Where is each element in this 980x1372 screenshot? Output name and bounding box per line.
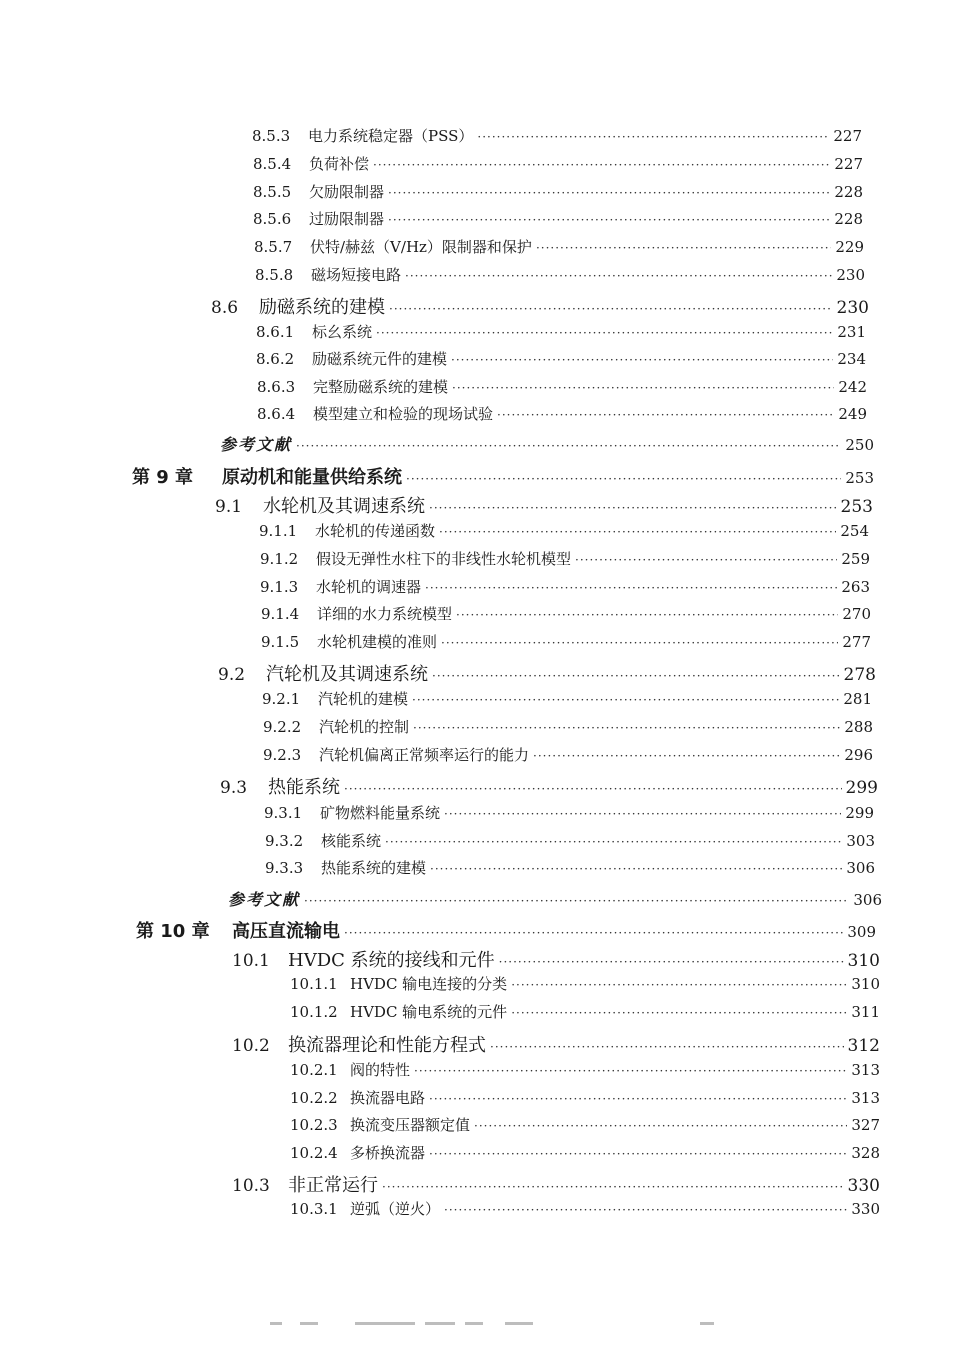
- toc-subsection-row[interactable]: [263, 716, 873, 744]
- toc-page-number: 277: [842, 633, 871, 651]
- dot-leader: [373, 158, 830, 172]
- toc-entry-title: 模型建立和检验的现场试验: [313, 405, 494, 423]
- toc-entry-title: 汽轮机偏离正常频率运行的能力: [319, 746, 530, 764]
- dot-leader: [497, 408, 834, 422]
- toc-entry-title: 电力系统稳定器（PSS）: [308, 127, 474, 145]
- toc-entry-number: 10.3.1: [290, 1200, 338, 1218]
- toc-section-row[interactable]: [211, 293, 869, 321]
- dot-leader: [304, 894, 849, 908]
- dot-leader: [388, 213, 830, 227]
- toc-entry-number: 8.5.3: [252, 127, 291, 145]
- dot-leader: [444, 807, 841, 821]
- toc-subsection-row[interactable]: [290, 1198, 880, 1226]
- scan-artifact: [355, 1322, 415, 1325]
- toc-page-number: 299: [845, 778, 878, 798]
- toc-entry-number: 9.3.1: [264, 804, 303, 822]
- toc-section-row[interactable]: [218, 660, 876, 688]
- toc-entry-title: 完整励磁系统的建模: [313, 378, 449, 396]
- toc-entry-title: 原动机和能量供给系统: [222, 467, 402, 488]
- toc-subsection-row[interactable]: [253, 153, 863, 181]
- scan-artifact: [300, 1322, 318, 1325]
- toc-section-row[interactable]: [232, 946, 880, 974]
- toc-entry-number: 9.1.3: [260, 578, 299, 596]
- toc-page-number: 313: [851, 1089, 880, 1107]
- dot-leader: [429, 1147, 847, 1161]
- dot-leader: [444, 1203, 847, 1217]
- toc-subsection-row[interactable]: [290, 1001, 880, 1029]
- toc-section-row[interactable]: [232, 1031, 880, 1059]
- dot-leader: [405, 269, 832, 283]
- toc-entry-title: HVDC 输电连接的分类: [350, 975, 508, 993]
- toc-entry-title: 水轮机建模的准则: [317, 633, 438, 651]
- toc-entry-title: 热能系统的建模: [321, 859, 427, 877]
- toc-entry-title: 假设无弹性水柱下的非线性水轮机模型: [316, 550, 572, 568]
- toc-subsection-row[interactable]: [260, 548, 870, 576]
- toc-entry-title: 水轮机及其调速系统: [263, 496, 425, 517]
- toc-page-number: 242: [838, 378, 867, 396]
- toc-entry-number: 9.2: [218, 665, 246, 685]
- toc-subsection-row[interactable]: [257, 403, 867, 431]
- scan-artifact: [270, 1322, 282, 1325]
- toc-entry-title: 标幺系统: [312, 323, 373, 341]
- toc-subsection-row[interactable]: [253, 181, 863, 209]
- toc-page-number: 230: [836, 266, 865, 284]
- dot-leader: [412, 693, 839, 707]
- dot-leader: [414, 1064, 847, 1078]
- scan-artifact: [700, 1322, 714, 1325]
- dot-leader: [441, 636, 838, 650]
- toc-subsection-row[interactable]: [264, 802, 874, 830]
- toc-page-number: 228: [834, 210, 863, 228]
- toc-entry-number: 9.1.1: [259, 522, 298, 540]
- toc-subsection-row[interactable]: [257, 376, 867, 404]
- toc-entry-title: 换流器电路: [350, 1089, 426, 1107]
- dot-leader: [511, 978, 847, 992]
- toc-entry-title: 参考文献: [228, 890, 301, 909]
- dot-leader: [533, 749, 840, 763]
- toc-page-number: 254: [840, 522, 869, 540]
- dot-leader: [389, 302, 833, 316]
- toc-page-number: 249: [838, 405, 867, 423]
- dot-leader: [477, 130, 829, 144]
- toc-page-number: 328: [851, 1144, 880, 1162]
- toc-page-number: 309: [847, 923, 876, 941]
- toc-section-row[interactable]: [232, 1171, 880, 1199]
- dot-leader: [425, 581, 837, 595]
- toc-subsection-row[interactable]: [256, 321, 866, 349]
- toc-entry-title: 核能系统: [321, 832, 382, 850]
- toc-subsection-row[interactable]: [290, 973, 880, 1001]
- toc-subsection-row[interactable]: [259, 520, 869, 548]
- toc-page-number: 330: [851, 1200, 880, 1218]
- toc-page-number: 310: [847, 951, 880, 971]
- toc-page-number: 259: [841, 550, 870, 568]
- toc-subsection-row[interactable]: [290, 1059, 880, 1087]
- toc-subsection-row[interactable]: [261, 631, 871, 659]
- toc-entry-number: 10.1.1: [290, 975, 338, 993]
- toc-subsection-row[interactable]: [290, 1114, 880, 1142]
- toc-references-row[interactable]: [220, 432, 874, 460]
- toc-entry-number: 9.3.2: [265, 832, 304, 850]
- toc-entry-title: 汽轮机的建模: [318, 690, 409, 708]
- toc-entry-title: 汽轮机的控制: [319, 718, 410, 736]
- toc-entry-number: 9.2.2: [263, 718, 302, 736]
- page-footer-smudge: [260, 1322, 720, 1330]
- toc-section-row[interactable]: [220, 773, 878, 801]
- dot-leader: [406, 472, 841, 486]
- toc-page-number: 253: [845, 469, 874, 487]
- toc-subsection-row[interactable]: [263, 744, 873, 772]
- toc-entry-number: 10.1.2: [290, 1003, 338, 1021]
- toc-page-number: 306: [846, 859, 875, 877]
- toc-entry-number: 8.6.1: [256, 323, 295, 341]
- toc-entry-number: 9.1.4: [261, 605, 300, 623]
- dot-leader: [456, 608, 838, 622]
- toc-entry-number: 9.1.5: [261, 633, 300, 651]
- toc-page-number: 310: [851, 975, 880, 993]
- toc-page-number: 299: [845, 804, 874, 822]
- toc-entry-title: 非正常运行: [288, 1175, 378, 1196]
- toc-entry-number: 10.2.3: [290, 1116, 338, 1134]
- toc-entry-title: 热能系统: [268, 777, 340, 798]
- toc-page-number: 281: [843, 690, 872, 708]
- toc-entry-number: 8.5.4: [253, 155, 292, 173]
- toc-subsection-row[interactable]: [265, 857, 875, 885]
- toc-entry-number: 10.2.1: [290, 1061, 338, 1079]
- toc-entry-title: 高压直流输电: [232, 921, 340, 942]
- toc-page-number: 250: [845, 436, 874, 454]
- toc-subsection-row[interactable]: [255, 264, 865, 292]
- toc-entry-title: 过励限制器: [309, 210, 385, 228]
- toc-subsection-row[interactable]: [261, 603, 871, 631]
- toc-page-number: 306: [853, 891, 882, 909]
- toc-entry-title: 水轮机的调速器: [316, 578, 422, 596]
- scan-artifact: [505, 1322, 533, 1325]
- toc-page-number: 229: [835, 238, 864, 256]
- toc-entry-number: 第 9 章: [132, 467, 194, 488]
- toc-entry-number: 8.6.3: [257, 378, 296, 396]
- toc-page-number: 311: [851, 1003, 880, 1021]
- toc-entry-title: 逆弧（逆火）: [350, 1200, 441, 1218]
- dot-leader: [388, 186, 830, 200]
- toc-page-number: 253: [840, 497, 873, 517]
- dot-leader: [430, 862, 842, 876]
- toc-entry-number: 9.1.2: [260, 550, 299, 568]
- toc-references-row[interactable]: [228, 887, 882, 915]
- toc-entry-title: 磁场短接电路: [311, 266, 402, 284]
- toc-page-number: 263: [841, 578, 870, 596]
- toc-subsection-row[interactable]: [290, 1087, 880, 1115]
- toc-page-number: 227: [834, 155, 863, 173]
- dot-leader: [413, 721, 840, 735]
- toc-entry-title: 多桥换流器: [350, 1144, 426, 1162]
- toc-entry-number: 8.6: [211, 298, 239, 318]
- toc-entry-title: HVDC 输电系统的元件: [350, 1003, 508, 1021]
- scan-artifact: [425, 1322, 455, 1325]
- dot-leader: [575, 553, 837, 567]
- toc-entry-number: 8.5.7: [254, 238, 293, 256]
- toc-entry-number: 8.5.8: [255, 266, 294, 284]
- toc-entry-title: 励磁系统元件的建模: [312, 350, 448, 368]
- scan-artifact: [465, 1322, 483, 1325]
- toc-entry-title: 阀的特性: [350, 1061, 411, 1079]
- toc-entry-number: 10.2.4: [290, 1144, 338, 1162]
- toc-subsection-row[interactable]: [256, 348, 866, 376]
- toc-subsection-row[interactable]: [252, 125, 862, 153]
- toc-subsection-row[interactable]: [290, 1142, 880, 1170]
- toc-entry-number: 8.5.6: [253, 210, 292, 228]
- toc-entry-number: 9.3.3: [265, 859, 304, 877]
- toc-entry-number: 9.2.1: [262, 690, 301, 708]
- dot-leader: [499, 955, 844, 969]
- toc-entry-title: 伏特/赫兹（V/Hz）限制器和保护: [310, 238, 532, 256]
- dot-leader: [429, 501, 837, 515]
- dot-leader: [385, 835, 842, 849]
- dot-leader: [451, 353, 833, 367]
- toc-subsection-row[interactable]: [265, 830, 875, 858]
- toc-page-number: 327: [851, 1116, 880, 1134]
- toc-entry-number: 10.2: [232, 1036, 270, 1056]
- dot-leader: [474, 1119, 847, 1133]
- dot-leader: [296, 439, 841, 453]
- toc-page-number: 228: [834, 183, 863, 201]
- dot-leader: [536, 241, 831, 255]
- dot-leader: [452, 381, 834, 395]
- toc-entry-number: 10.2.2: [290, 1089, 338, 1107]
- dot-leader: [429, 1092, 847, 1106]
- dot-leader: [490, 1040, 844, 1054]
- toc-subsection-row[interactable]: [262, 688, 872, 716]
- toc-subsection-row[interactable]: [254, 236, 864, 264]
- toc-page-number: 312: [847, 1036, 880, 1056]
- toc-entry-number: 9.3: [220, 778, 248, 798]
- toc-page-number: 296: [844, 746, 873, 764]
- toc-entry-title: 水轮机的传递函数: [315, 522, 436, 540]
- toc-page-number: 313: [851, 1061, 880, 1079]
- toc-page-number: 231: [837, 323, 866, 341]
- toc-chapter-row[interactable]: [132, 463, 874, 491]
- dot-leader: [439, 525, 836, 539]
- toc-entry-number: 10.1: [232, 951, 270, 971]
- toc-page-number: 288: [844, 718, 873, 736]
- toc-page-number: 278: [843, 665, 876, 685]
- toc-page-number: 230: [836, 298, 869, 318]
- toc-entry-number: 8.5.5: [253, 183, 292, 201]
- toc-entry-number: 8.6.4: [257, 405, 296, 423]
- toc-page-number: 330: [847, 1176, 880, 1196]
- toc-entry-title: 欠励限制器: [309, 183, 385, 201]
- dot-leader: [376, 326, 833, 340]
- toc-page-number: 227: [833, 127, 862, 145]
- toc-entry-title: 换流变压器额定值: [350, 1116, 471, 1134]
- toc-entry-title: 励磁系统的建模: [259, 297, 385, 318]
- toc-entry-title: 负荷补偿: [309, 155, 370, 173]
- toc-entry-number: 9.1: [215, 497, 243, 517]
- toc-entry-number: 第 10 章: [136, 921, 210, 942]
- toc-entry-title: 汽轮机及其调速系统: [266, 664, 428, 685]
- toc-page-number: 270: [842, 605, 871, 623]
- dot-leader: [344, 782, 842, 796]
- toc-section-row[interactable]: [215, 492, 873, 520]
- dot-leader: [344, 926, 843, 940]
- toc-entry-number: 9.2.3: [263, 746, 302, 764]
- toc-chapter-row[interactable]: [136, 917, 876, 945]
- toc-subsection-row[interactable]: [260, 576, 870, 604]
- toc-entry-title: 矿物燃料能量系统: [320, 804, 441, 822]
- toc-entry-title: 详细的水力系统模型: [317, 605, 453, 623]
- toc-entry-number: 8.6.2: [256, 350, 295, 368]
- toc-entry-number: 10.3: [232, 1176, 270, 1196]
- dot-leader: [382, 1180, 844, 1194]
- toc-page-number: 303: [846, 832, 875, 850]
- toc-entry-title: 换流器理论和性能方程式: [288, 1035, 486, 1056]
- dot-leader: [432, 669, 840, 683]
- dot-leader: [511, 1006, 847, 1020]
- toc-entry-title: 参考文献: [220, 435, 293, 454]
- toc-page-number: 234: [837, 350, 866, 368]
- toc-subsection-row[interactable]: [253, 208, 863, 236]
- toc-entry-title: HVDC 系统的接线和元件: [288, 950, 495, 971]
